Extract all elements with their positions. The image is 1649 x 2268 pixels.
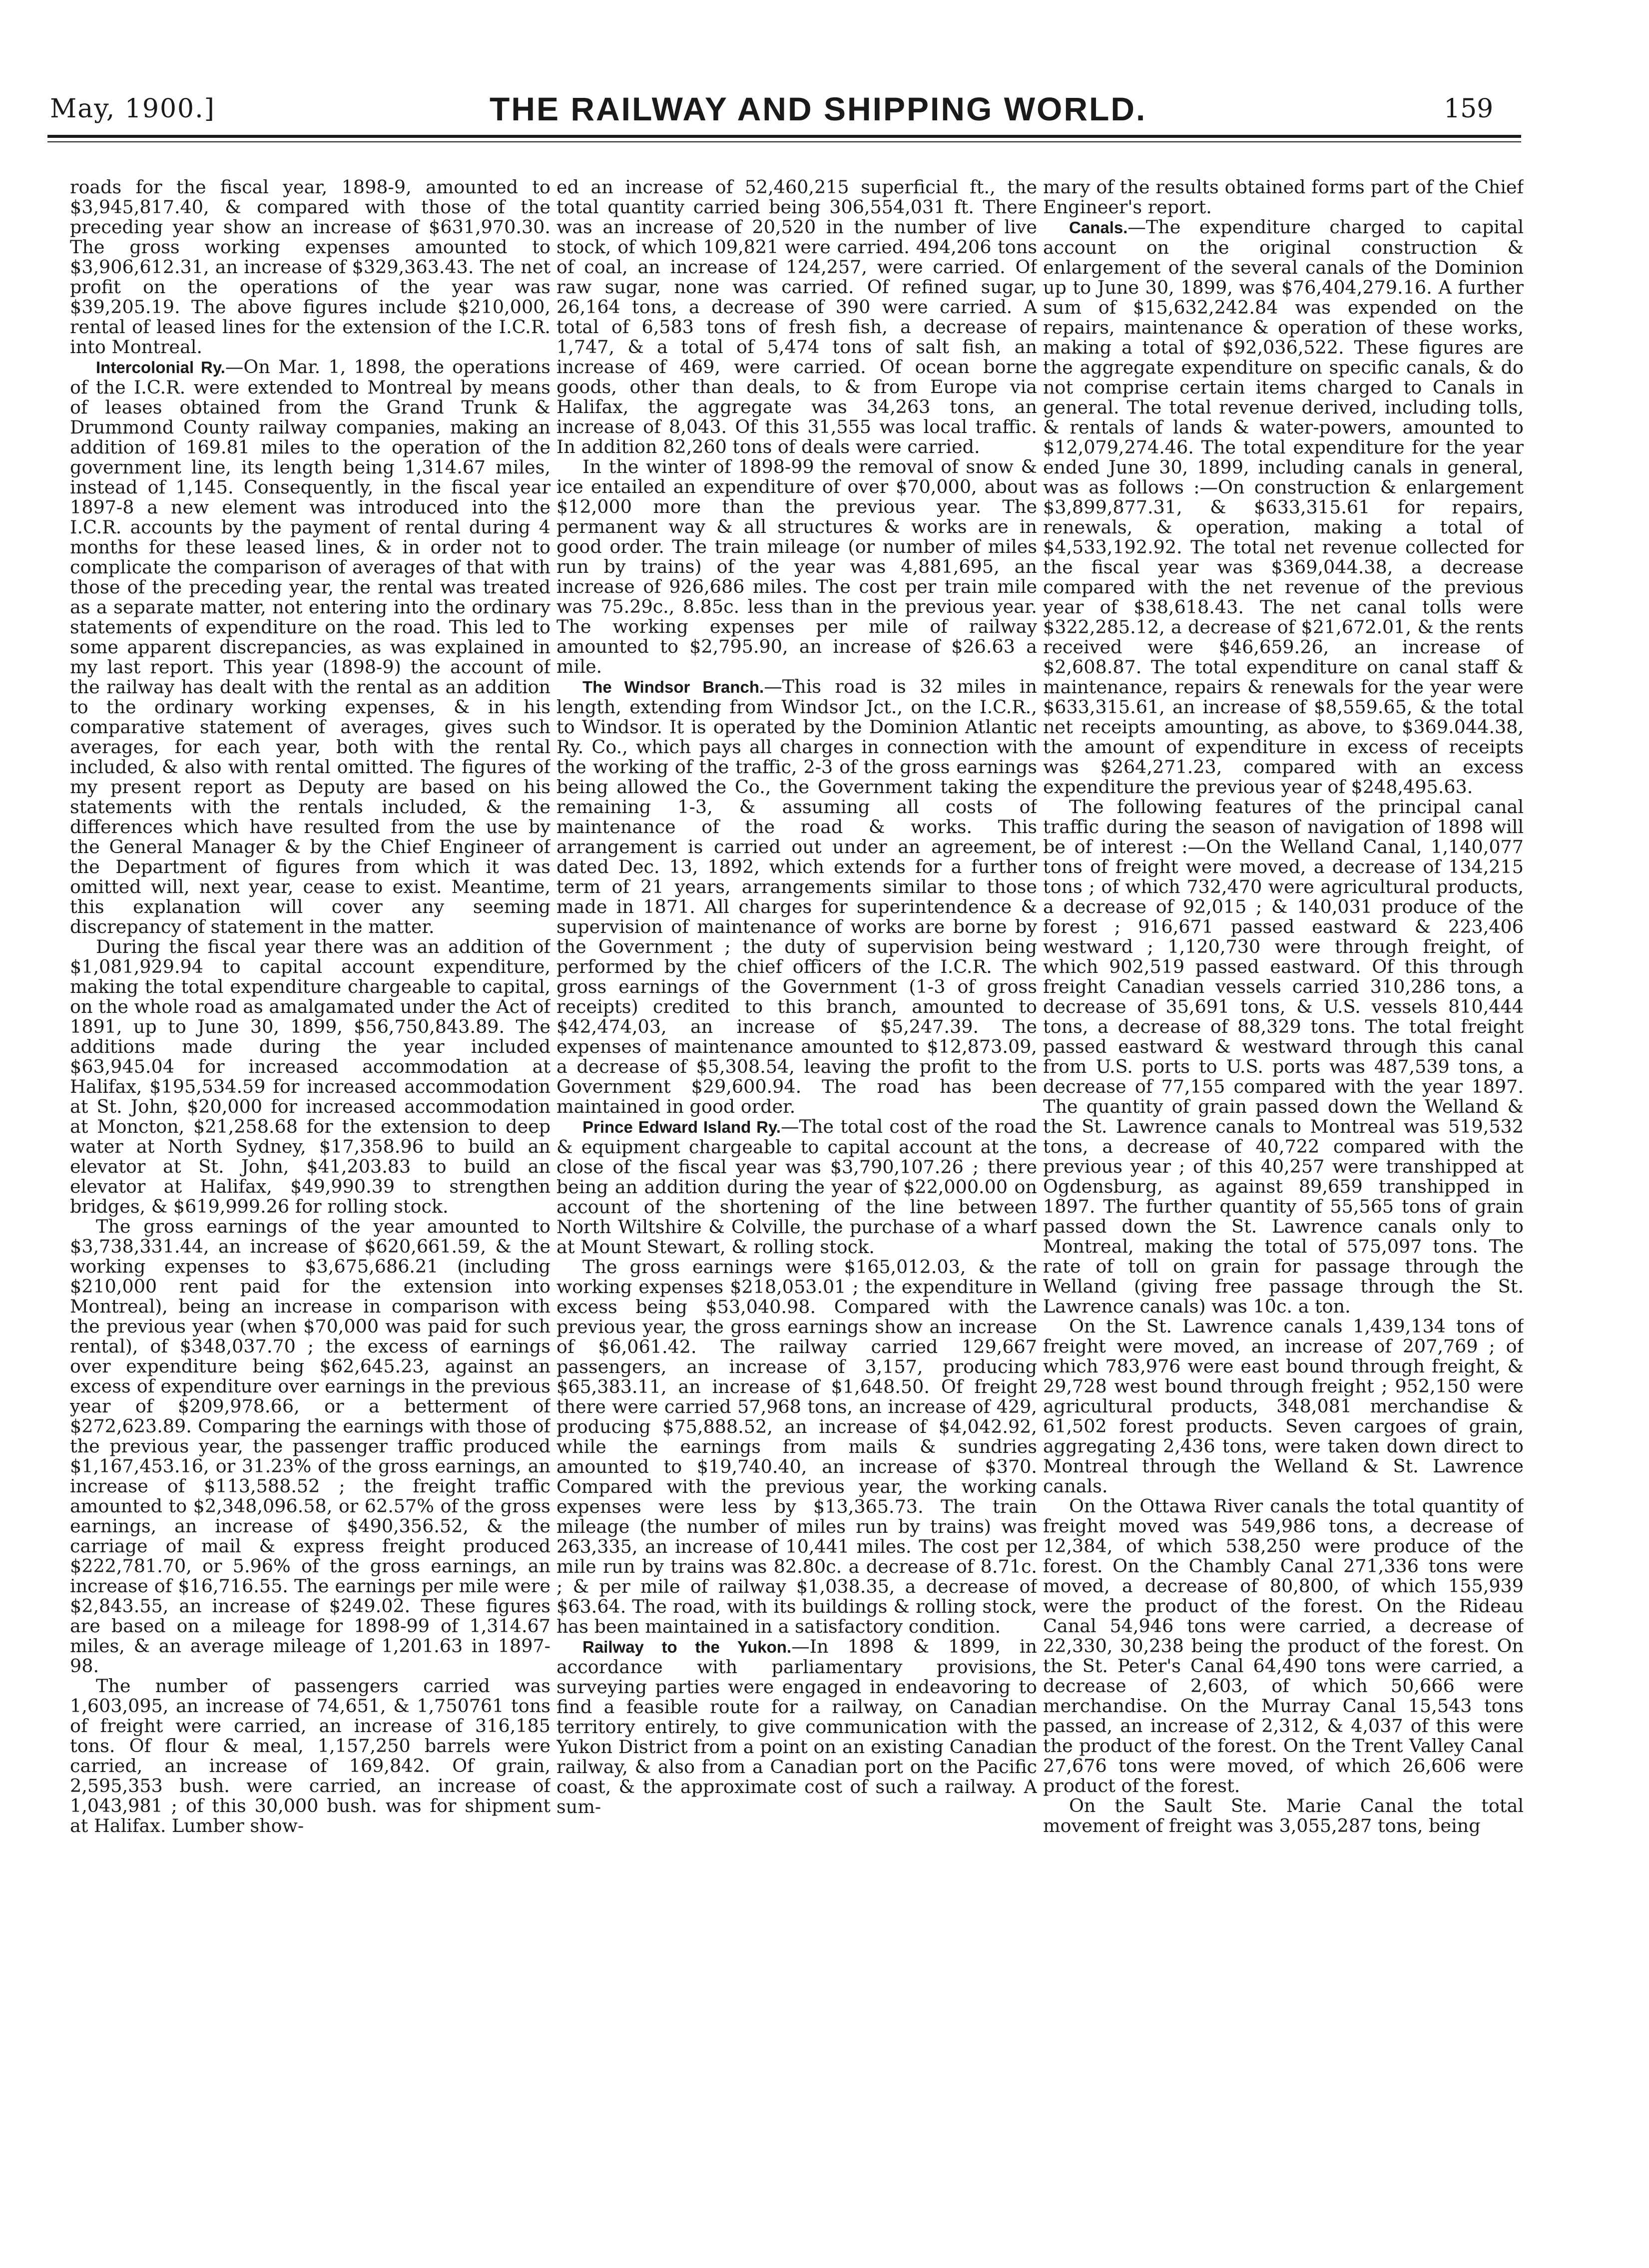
article-paragraph — [556, 177, 1037, 457]
text-column-2 — [556, 177, 1037, 2245]
paragraph-text: The following features of the principal canal traffic during the season of navigation of 1898 will be of interest :—On the Welland Canal, 1,140,077 tons of freight were moved, a decrease of 134,215 tons ; of which 732,470 were agricultural products, a decrease of 92,015 ; & 140,031 produce of the forest ; 916,671 passed eastward & 223,406 westward ; 1,120,730 were through freight, of which 902,519 passed eastward. Of this through freight Canadian vessels carried 310,286 tons, a decrease of 35,691 tons, & U.S. vessels 810,444 tons, a decrease of 88,329 tons. The total freight passed eastward & westward through this canal from U.S. ports to U.S. ports was 487,539 tons, a decrease of 77,155 compared with the year 1897. The quantity of grain passed down the Welland & the St. Lawrence canals to Montreal was 519,532 tons, a decrease of 40,722 compared with the previous year ; of this 40,257 were transhipped at Ogdensburg, as against 89,659 transhipped in 1897. The further quantity of 55,565 tons of grain passed down the St. Lawrence canals only to Montreal, making the total of 575,097 tons. The rate of toll on grain for passage through the Welland (giving free passage through the St. Lawrence canals) was 10c. a ton. — [1043, 796, 1524, 1317]
article-paragraph — [70, 357, 550, 937]
article-paragraph — [1043, 177, 1524, 217]
article-paragraph — [1043, 217, 1524, 797]
article-paragraph — [1043, 797, 1524, 1317]
text-column-1 — [70, 177, 550, 2245]
paragraph-text: —The expenditure charged to capital account on the original construction & enlargement of the several canals of the Dominion up to June 30, 1899, was $76,404,279.16. A further sum of $15,632,242.84 was expended on the repairs, maintenance & operation of these works, making a total of $92,036,522. These figures are the aggregate expenditure on specific canals, & do not comprise certain items charged to Canals in general. The total revenue derived, including tolls, & rentals of lands & water-powers, amounted to $12,079,274.46. The total expenditure for the year ended June 30, 1899, including canals in general, was as follows :—On construction & enlargement $3,899,877.31, & $633,315.61 for repairs, renewals, & operation, making a total of $4,533,192.92. The total net revenue collected for the fiscal year was $369,044.38, a decrease compared with the net revenue of the previous year of $38,618.43. The net canal tolls were $322,285.12, a decrease of $21,672.01, & the rents received were $46,659.26, an increase of $2,608.87. The total expenditure on canal staff & maintenance, repairs & renewals for the year were $633,315.61, an increase of $8,559.65, & the total net receipts amounting, as above, to $369.044.38, the amount of expenditure in excess of receipts was $264,271.23, compared with an excess expenditure the previous year of $248,495.63. — [1043, 216, 1524, 798]
paragraph-text: mary of the results obtained forms part of the Chief Engineer's report. — [1043, 177, 1524, 218]
article-paragraph — [70, 1676, 550, 1836]
paragraph-text: In the winter of 1898-99 the removal of snow & ice entailed an expenditure of over $70,000, about $12,000 more than the previous year. The permanent way & all structures & works are in good order. The train mileage (or number of miles run by trains) of the year was 4,881,695, an increase of 926,686 miles. The cost per train mile was 75.29c., 8.85c. less than in the previous year. The working expenses per mile of railway amounted to $2,795.90, an increase of $26.63 a mile. — [556, 456, 1037, 677]
article-paragraph — [556, 457, 1037, 677]
section-run-in-heading: Canals. — [1069, 218, 1128, 237]
paragraph-text: On the Ottawa River canals the total quantity of freight moved was 549,986 tons, a decrease of 12,384, of which 538,250 were produce of the forest. On the Chambly Canal 271,336 tons were moved, a decrease of 80,800, of which 155,939 were the product of the forest. On the Rideau Canal 54,946 tons were carried, a decrease of 22,330, 30,238 being the product of the forest. On the St. Peter's Canal 64,490 tons were carried, a decrease of 2,603, of which 50,666 were merchandise. On the Murray Canal 15,543 tons passed, an increase of 2,312, & 4,037 of this were the product of the forest. On the Trent Valley Canal 27,676 tons were moved, of which 26,606 were product of the forest. — [1043, 1495, 1524, 1797]
article-paragraph — [70, 177, 550, 357]
page-number: 159 — [1444, 94, 1494, 124]
header-rule-thin — [47, 141, 1521, 142]
header-rule-thick — [47, 135, 1521, 138]
page-header — [0, 0, 1649, 150]
publication-title: THE RAILWAY AND SHIPPING WORLD. — [490, 90, 1147, 127]
paragraph-text: During the fiscal year there was an addition of $1,081,929.94 to capital account expenditure, making the total expenditure chargeable to capital, on the whole road as amalgamated under the Act of 1891, up to June 30, 1899, $56,750,843.89. The additions made during the year included $63,945.04 for increased accommodation at Halifax, $195,534.59 for increased accommodation at St. John, $20,000 for increased accommodation at Moncton, $21,258.68 for the extension to deep water at North Sydney, $17,358.96 to build an elevator at St. John, $41,203.83 to build an elevator at Halifax, $49,990.39 to strengthen bridges, & $619,999.26 for rolling stock. — [70, 936, 550, 1217]
article-paragraph — [556, 677, 1037, 1117]
issue-date: May, 1900.] — [50, 94, 215, 124]
article-paragraph — [556, 1637, 1037, 1817]
section-run-in-heading: The Windsor Branch. — [582, 678, 764, 696]
paragraph-text: The gross earnings of the year amounted to $3,738,331.44, an increase of $620,661.59, & the working expenses to $3,675,686.21 (including $210,000 rent paid for the extension into Montreal), being an increase in comparison with the previous year (when $70,000 was paid for such rental), of $348,037.70 ; the excess of earnings over expenditure being $62,645.23, against an excess of expenditure over earnings in the previous year of $209,978.66, or a betterment of $272,623.89. Comparing the earnings with those of the previous year, the passenger traffic produced $1,167,453.16, or 31.23% of the gross earnings, an increase of $113,588.52 ; the freight traffic amounted to $2,348,096.58, or 62.57% of the gross earnings, an increase of $490,356.52, & the carriage of mail & express freight produced $222,781.70, or 5.96% of the gross earnings, an increase of $16,716.55. The earnings per mile were $2,843.55, an increase of $249.02. These figures are based on a mileage for 1898-99 of 1,314.67 miles, & an average mileage of 1,201.63 in 1897-98. — [70, 1216, 550, 1677]
paragraph-text: —In 1898 & 1899, in accordance with parliamentary provisions, surveying parties were engaged in endeavoring to find a feasible route for a railway, on Canadian territory entirely, to give communication with the Yukon District from a point on an existing Canadian railway, & also from a Canadian port on the Pacific coast, & the approximate cost of such a railway. A sum- — [556, 1636, 1037, 1817]
paragraph-text: —The total cost of the road & equipment chargeable to capital account at the close of the fiscal year was $3,790,107.26 ; there being an addition during the year of $22,000.00 on account of the shortening of the line between North Wiltshire & Colville, the purchase of a wharf at Mount Stewart, & rolling stock. — [556, 1116, 1037, 1258]
article-paragraph — [70, 937, 550, 1217]
section-run-in-heading: Railway to the Yukon. — [582, 1638, 792, 1656]
paragraph-text: The gross earnings were $165,012.03, & the working expenses $218,053.01 ; the expenditure in excess being $53,040.98. Compared with the previous year, the gross earnings show an increase of $6,061.42. The railway carried 129,667 passengers, an increase of 3,157, producing $65,383.11, an increase of $1,648.50. Of freight there were carried 57,968 tons, an increase of 429, producing $75,888.52, an increase of $4,042.92, while the earnings from mails & sundries amounted to $19,740.40, an increase of $370. Compared with the previous year, the working expenses were less by $13,365.73. The train mileage (the number of miles run by trains) was 263,335, an increase of 10,441 miles. The cost per mile run by trains was 82.80c. a decrease of 8.71c. ; & per mile of railway $1,038.35, a decrease of $63.64. The road, with its buildings & rolling stock, has been maintained in a satisfactory condition. — [556, 1256, 1037, 1637]
paragraph-text: roads for the fiscal year, 1898-9, amounted to $3,945,817.40, & compared with those of the preceding year show an increase of $631,970.30. The gross working expenses amounted to $3,906,612.31, an increase of $329,363.43. The net profit on the operations of the year was $39,205.19. The above figures include $210,000, rental of leased lines for the extension of the I.C.R. into Montreal. — [70, 177, 550, 358]
article-paragraph — [1043, 1496, 1524, 1796]
section-run-in-heading: Intercolonial Ry. — [96, 358, 225, 377]
article-paragraph — [1043, 1317, 1524, 1496]
article-paragraph — [556, 1117, 1037, 1257]
paragraph-text: On the Sault Ste. Marie Canal the total movement of freight was 3,055,287 tons, being — [1043, 1795, 1524, 1836]
section-run-in-heading: Prince Edward Island Ry. — [582, 1118, 781, 1136]
paragraph-text: ed an increase of 52,460,215 superficial ft., the total quantity carried being 306,554,031 ft. There was an increase of 20,520 in the number of live stock, of which 109,821 were carried. 494,206 tons of coal, an increase of 124,257, were carried. Of raw sugar, none was carried. Of refined sugar, 26,164 tons, a decrease of 390 were carried. A total of 6,583 tons of fresh fish, a decrease of 1,747, & a total of 5,474 tons of salt fish, an increase of 469, were carried. Of ocean borne goods, other than deals, to & from Europe via Halifax, the aggregate was 34,263 tons, an increase of 8,043. Of this 31,555 was local traffic. In addition 82,260 tons of deals were carried. — [556, 177, 1037, 457]
article-paragraph — [70, 1217, 550, 1676]
article-paragraph — [556, 1257, 1037, 1637]
paragraph-text: —This road is 32 miles in length, extending from Windsor Jct., on the I.C.R., to Windsor. It is operated by the Dominion Atlantic Ry. Co., which pays all charges in connection with the working of the traffic, 2-3 of the gross earnings being allowed the Co., the Government taking the remaining 1-3, & assuming all costs of maintenance of the road & works. This arrangement is carried out under an agreement, dated Dec. 13, 1892, which extends for a further term of 21 years, arrangements similar to those made in 1871. All charges for superintendence & supervision of maintenance of works are borne by the Government ; the duty of supervision being performed by the chief officers of the I.C.R. The gross earnings of the Government (1-3 of gross receipts) credited to this branch, amounted to $42,474,03, an increase of $5,247.39. The expenses of maintenance amounted to $12,873.09, a decrease of $5,308.54, leaving the profit to the Government $29,600.94. The road has been maintained in good order. — [556, 676, 1037, 1117]
paragraph-text: —On Mar. 1, 1898, the operations of the I.C.R. were extended to Montreal by means of leases obtained from the Grand Trunk & Drummond County railway companies, making an addition of 169.81 miles to the operation of the government line, its length being 1,314.67 miles, instead of 1,145. Consequently, in the fiscal year 1897-8 a new element was introduced into the I.C.R. accounts by the payment of rental during 4 months for these leased lines, & in order not to complicate the comparison of averages of that with those of the preceding year, the rental was treated as a separate matter, not entering into the ordinary statements of expenditure on the road. This led to some apparent discrepancies, as was explained in my last report. This year (1898-9) the account of the railway has dealt with the rental as an addition to the ordinary working expenses, & in his comparative statement of averages, gives such averages, for each year, both with the rental included, & also with rental omitted. The figures of my present report as Deputy are based on his statements with the rentals included, & the differences which have resulted from the use by the General Manager & by the Chief Engineer of the Department of figures from which it was omitted will, next year, cease to exist. Meantime, this explanation will cover any seeming discrepancy of statement in the matter. — [70, 356, 550, 937]
article-paragraph — [1043, 1796, 1524, 1836]
paragraph-text: The number of passengers carried was 1,603,095, an increase of 74,651, & 1,750761 tons of freight were carried, an increase of 316,185 tons. Of flour & meal, 1,157,250 barrels were carried, an increase of 169,842. Of grain, 2,595,353 bush. were carried, an increase of 1,043,981 ; of this 30,000 bush. was for shipment at Halifax. Lumber show- — [70, 1675, 550, 1836]
text-column-3 — [1043, 177, 1524, 2245]
paragraph-text: On the St. Lawrence canals 1,439,134 tons of freight were moved, an increase of 207,769 ; of which 783,976 were east bound through freight, & 29,728 west bound through freight ; 952,150 were agricultural products, 348,081 merchandise & 61,502 forest products. Seven cargoes of grain, aggregating 2,436 tons, were taken down direct to Montreal through the Welland & St. Lawrence canals. — [1043, 1316, 1524, 1497]
